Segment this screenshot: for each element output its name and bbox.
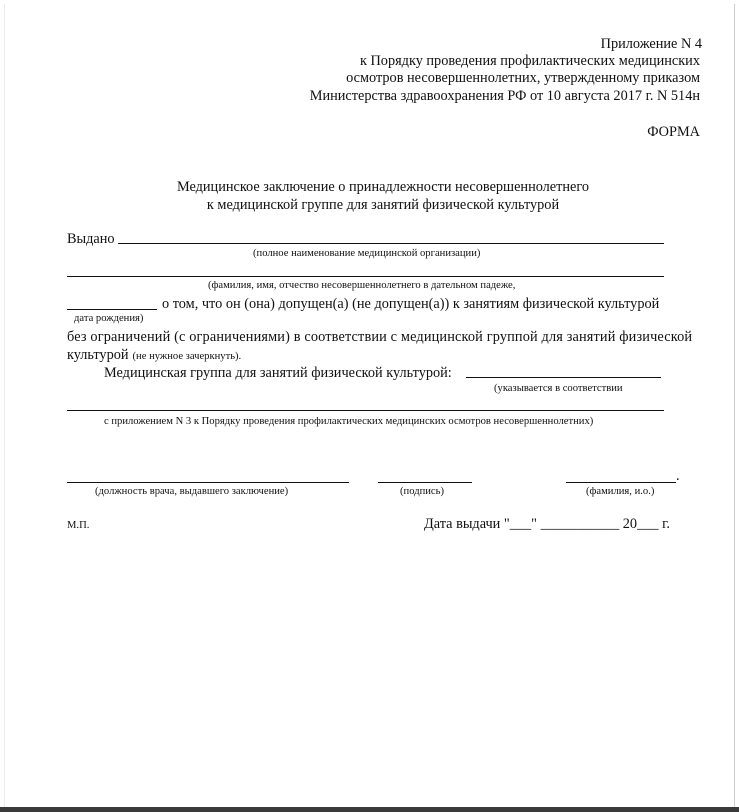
form-label: ФОРМА: [647, 124, 700, 140]
annex-hint: с приложением N 3 к Порядку проведения профилактических медицинских осмотров несовершеннолетних): [104, 416, 594, 427]
page-border: [4, 4, 735, 808]
signature-field[interactable]: [378, 482, 472, 483]
bottom-bar: [0, 807, 739, 812]
doctor-name-field[interactable]: [566, 482, 676, 483]
dob-hint: дата рождения): [74, 313, 144, 324]
group-label: Медицинская группа для занятий физической культурой:: [104, 365, 452, 381]
group-hint: (указывается в соответствии: [494, 383, 623, 394]
surname-hint: (фамилия, и.о.): [586, 486, 655, 497]
restrictions-line-1: без ограничений (с ограничениями) в соответствии с медицинской группой для занятий физической: [67, 329, 693, 345]
header-line-1: к Порядку проведения профилактических медицинских: [359, 53, 700, 69]
issued-org-field[interactable]: [118, 243, 664, 244]
minor-name-field[interactable]: [67, 276, 664, 277]
signature-hint: (подпись): [400, 486, 444, 497]
medical-group-field[interactable]: [466, 377, 661, 378]
title-line-1: Медицинское заключение о принадлежности несовершеннолетнего: [176, 179, 590, 195]
header-line-2: осмотров несовершеннолетних, утвержденному приказом: [346, 70, 700, 86]
restrictions-line-2: [67, 346, 241, 364]
annex-number: Приложение N 4: [600, 36, 702, 52]
restrictions-culture: культурой: [67, 347, 129, 363]
stamp-place: М.П.: [67, 520, 90, 531]
title-line-2: к медицинской группе для занятий физической культурой: [206, 197, 560, 213]
position-hint: (должность врача, выдавшего заключение): [95, 486, 289, 497]
admitted-text: о том, что он (она) допущен(а) (не допущен(а)) к занятиям физической культурой: [162, 296, 660, 312]
name-hint: (фамилия, имя, отчество несовершеннолетнего в дательном падеже,: [208, 280, 516, 291]
signature-dot: .: [676, 468, 680, 484]
doctor-position-field[interactable]: [67, 482, 349, 483]
issue-date: Дата выдачи "___" ___________ 20___ г.: [424, 516, 670, 532]
group-continuation-field[interactable]: [67, 410, 664, 411]
org-hint: (полное наименование медицинской организации): [253, 248, 481, 259]
birth-date-field[interactable]: [67, 309, 157, 310]
issued-label: Выдано: [67, 231, 115, 247]
header-line-3: Министерства здравоохранения РФ от 10 августа 2017 г. N 514н: [309, 88, 700, 104]
strike-out-hint: (не нужное зачеркнуть).: [132, 351, 242, 362]
